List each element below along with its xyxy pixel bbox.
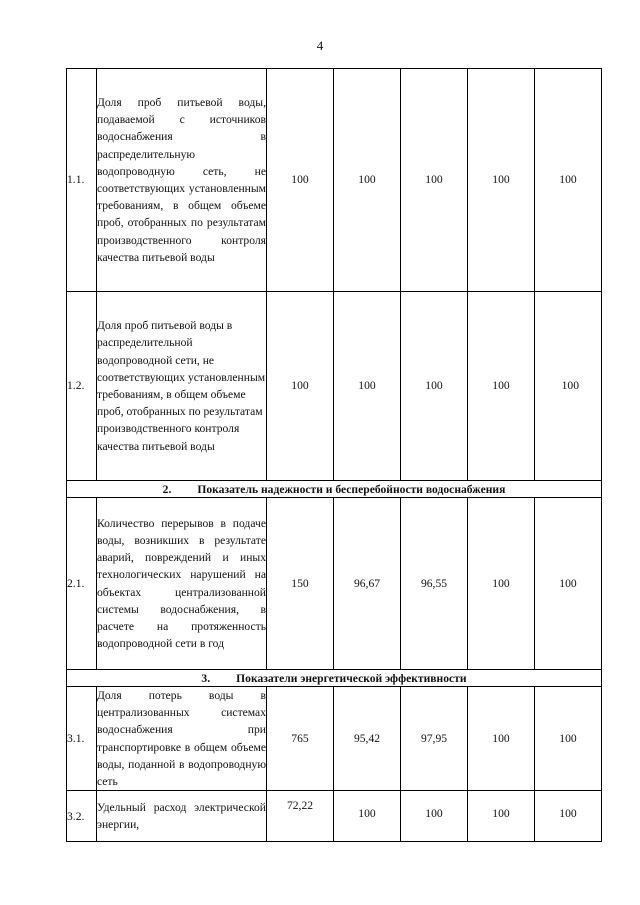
indicator-description: Доля проб питьевой воды, подаваемой с источников водоснабжения в распределительную водопроводную сеть, не соответствующих установленным требованиям, в общем объеме проб, отобранных по результатам производственного контроля качества питьевой воды [97,69,267,292]
indicator-description: Удельный расход электрической энергии, [97,791,267,842]
indicators-table [66,68,602,842]
value-cell: 100 [468,687,535,791]
value-cell: 100 [535,687,602,791]
row-number: 2.1. [67,498,97,670]
value-cell: 100 [401,791,468,842]
section-title: Показатели энергетической эффективности [236,671,467,685]
value-cell: 100 [468,791,535,842]
value-cell: 95,42 [334,687,401,791]
indicator-description: Доля проб питьевой воды в распределительной водопроводной сети, не соответствующих установленным требованиям, в общем объеме проб, отобранных по результатам производственного контроля качества питьевой воды [97,292,267,481]
section-number: 2. [162,482,172,496]
row-number: 1.1. [67,69,97,292]
section-heading [67,670,602,687]
page-number: 4 [316,38,324,53]
value-cell: 100 [535,69,602,292]
section-number: 3. [201,671,211,685]
value-cell: 100 [334,69,401,292]
indicator-description: Доля потерь воды в централизованных системах водоснабжения при транспортировке в общем объеме воды, поданной в водопроводную сеть [97,687,267,791]
value-cell: 100 [334,791,401,842]
value-cell: 100 [468,69,535,292]
value-cell: 96,55 [401,498,468,670]
value-cell: 100 [468,498,535,670]
table-row [67,791,602,842]
value-cell: 100 [535,498,602,670]
value-cell: 100 [535,791,602,842]
table-row [67,687,602,791]
section-heading-row [67,481,602,498]
value-cell: 96,67 [334,498,401,670]
table-row [67,69,602,292]
row-number: 1.2. [67,292,97,481]
section-title: Показатель надежности и бесперебойности водоснабжения [197,482,506,496]
indicator-description: Количество перерывов в подаче воды, возникших в результате аварий, повреждений и иных технологических нарушений на объектах централизованной системы водоснабжения, в расчете на протяженность водопроводной сети в год [97,498,267,670]
value-cell: 100 [334,292,401,481]
value-cell: 72,22 [267,791,334,842]
value-cell: 100 [468,292,535,481]
section-heading-row [67,670,602,687]
value-cell: 100 [267,69,334,292]
value-cell: 97,95 [401,687,468,791]
section-heading [67,481,602,498]
value-cell: 765 [267,687,334,791]
row-number: 3.1. [67,687,97,791]
value-cell: 100 [401,69,468,292]
row-number: 3.2. [67,791,97,842]
value-cell: 100 [401,292,468,481]
table-row [67,292,602,481]
table-row [67,498,602,670]
value-cell: 100 [535,292,602,481]
value-cell: 100 [267,292,334,481]
value-cell: 150 [267,498,334,670]
